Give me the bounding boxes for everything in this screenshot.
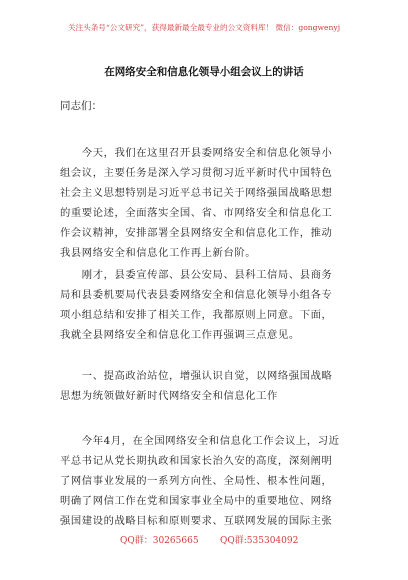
paragraph-line: 今天，我们在这里召开县委网络安全和信息化领导小 — [60, 147, 333, 159]
paragraph-line: 明确了网信工作在党和国家事业全局中的重要地位、网络 — [60, 495, 333, 507]
paragraph-line: 作会议精神，安排部署全县网络安全和信息化工作，推动 — [60, 227, 333, 239]
header-promo-note: 关注头条号“公文研究”，获得最新最全最专业的公文资料库！ 微信：gongwenyj — [67, 23, 341, 32]
footer-qq-group-1: QQ群：30265665 — [120, 536, 199, 546]
section-heading-1 — [60, 366, 352, 406]
paragraph-line: 刚才，县委宣传部、县公安局、县科工信局、县商务 — [60, 269, 333, 281]
paragraph-line: 我县网络安全和信息化工作再上新台阶。 — [60, 247, 257, 259]
paragraph-line: 我就全县网络安全和信息化工作再强调三点意见。 — [60, 329, 300, 341]
paragraph-2 — [60, 265, 352, 345]
paragraph-line: 今年4月，在全国网络安全和信息化工作会议上，习近 — [60, 435, 340, 447]
salutation: 同志们： — [60, 100, 102, 112]
footer-qq-group-2: QQ群:535304092 — [220, 536, 299, 546]
paragraph-line: 了网信事业发展的一系列方向性、全局性、根本性问题， — [60, 475, 333, 487]
paragraph-line: 局和县委机要局代表县委网络安全和信息化领导小组各专 — [60, 289, 333, 301]
paragraph-line: 强国建设的战略目标和原则要求、互联网发展的国际主张 — [60, 515, 333, 527]
paragraph-line: 思想为统领做好新时代网络安全和信息化工作 — [60, 390, 278, 402]
document-title: 在网络安全和信息化领导小组会议上的讲话 — [104, 66, 304, 78]
paragraph-line: 平总书记从党长期执政和国家长治久安的高度，深刻阐明 — [60, 455, 333, 467]
paragraph-1 — [60, 143, 352, 263]
paragraph-4 — [60, 431, 352, 531]
paragraph-line: 项小组总结和安排了相关工作，我都原则上同意。下面， — [60, 309, 333, 321]
paragraph-line: 社会主义思想特别是习近平总书记关于网络强国战略思想 — [60, 187, 333, 199]
paragraph-line: 组会议，主要任务是深入学习贯彻习近平新时代中国特色 — [60, 167, 333, 179]
paragraph-line: 的重要论述，全面落实全国、省、市网络安全和信息化工 — [60, 207, 333, 219]
paragraph-line: 一、提高政治站位，增强认识自觉，以网络强国战略 — [60, 370, 333, 382]
